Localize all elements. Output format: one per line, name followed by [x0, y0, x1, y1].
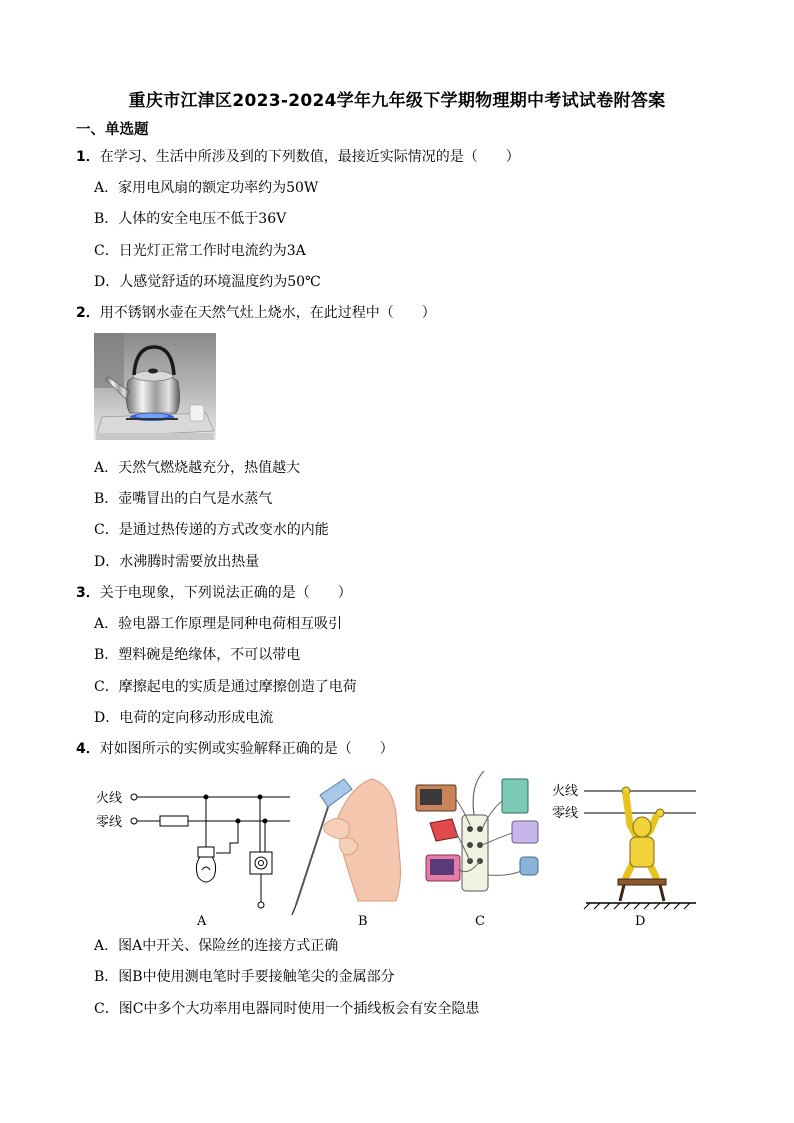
option-2c: C．是通过热传递的方式改变水的内能 — [94, 522, 329, 538]
page-title: 重庆市江津区2023-2024学年九年级下学期物理期中考试试卷附答案 — [128, 91, 666, 111]
option-4a: A．图A中开关、保险丝的连接方式正确 — [94, 938, 339, 954]
question-number: 1． — [76, 149, 100, 165]
figure-label-d: D — [635, 914, 646, 929]
option-4b: B．图B中使用测电笔时手要接触笔尖的金属部分 — [94, 969, 395, 985]
figure-label-c: C — [475, 914, 485, 929]
option-4c: C．图C中多个大功率用电器同时使用一个插线板会有安全隐患 — [94, 1001, 480, 1017]
option-2a: A．天然气燃烧越充分，热值越大 — [94, 460, 301, 476]
option-1c: C．日光灯正常工作时电流约为3A — [94, 243, 306, 259]
option-3d: D．电荷的定向移动形成电流 — [94, 710, 274, 726]
option-1a: A．家用电风扇的额定功率约为50W — [94, 180, 319, 196]
question-stem: 用不锈钢水壶在天然气灶上烧水，在此过程中（ ） — [99, 305, 436, 321]
neutral-wire-label-d: 零线 — [552, 806, 579, 821]
kettle-on-stove-photo — [94, 333, 216, 440]
question-4-figure — [90, 765, 710, 930]
question-1 — [76, 146, 520, 166]
live-wire-label: 火线 — [96, 791, 123, 806]
neutral-wire-label: 零线 — [96, 815, 123, 830]
option-1b: B．人体的安全电压不低于36V — [94, 211, 287, 227]
option-3a: A．验电器工作原理是同种电荷相互吸引 — [94, 616, 343, 632]
option-2d: D．水沸腾时需要放出热量 — [94, 554, 260, 570]
question-stem: 在学习、生活中所涉及到的下列数值，最接近实际情况的是（ ） — [99, 149, 520, 165]
option-2b: B．壶嘴冒出的白气是水蒸气 — [94, 491, 273, 507]
question-number: 4． — [76, 741, 100, 757]
option-3b: B．塑料碗是绝缘体，不可以带电 — [94, 647, 301, 663]
figure-label-a: A — [197, 914, 207, 929]
figure-d-person-on-stool — [552, 783, 696, 929]
figure-b-test-pen — [292, 779, 401, 929]
figure-c-power-strip — [416, 771, 538, 929]
question-4 — [76, 738, 394, 758]
section-heading: 一、单选题 — [76, 122, 149, 138]
question-2 — [76, 302, 436, 322]
question-3 — [76, 582, 352, 602]
question-number: 2． — [76, 305, 100, 321]
option-1d: D．人感觉舒适的环境温度约为50℃ — [94, 274, 321, 290]
figure-a-circuit — [96, 790, 290, 929]
option-3c: C．摩擦起电的实质是通过摩擦创造了电荷 — [94, 679, 357, 695]
question-stem: 关于电现象，下列说法正确的是（ ） — [99, 585, 352, 601]
live-wire-label-d: 火线 — [552, 784, 579, 799]
question-stem: 对如图所示的实例或实验解释正确的是（ ） — [99, 741, 394, 757]
figure-label-b: B — [358, 914, 368, 929]
question-number: 3． — [76, 585, 100, 601]
